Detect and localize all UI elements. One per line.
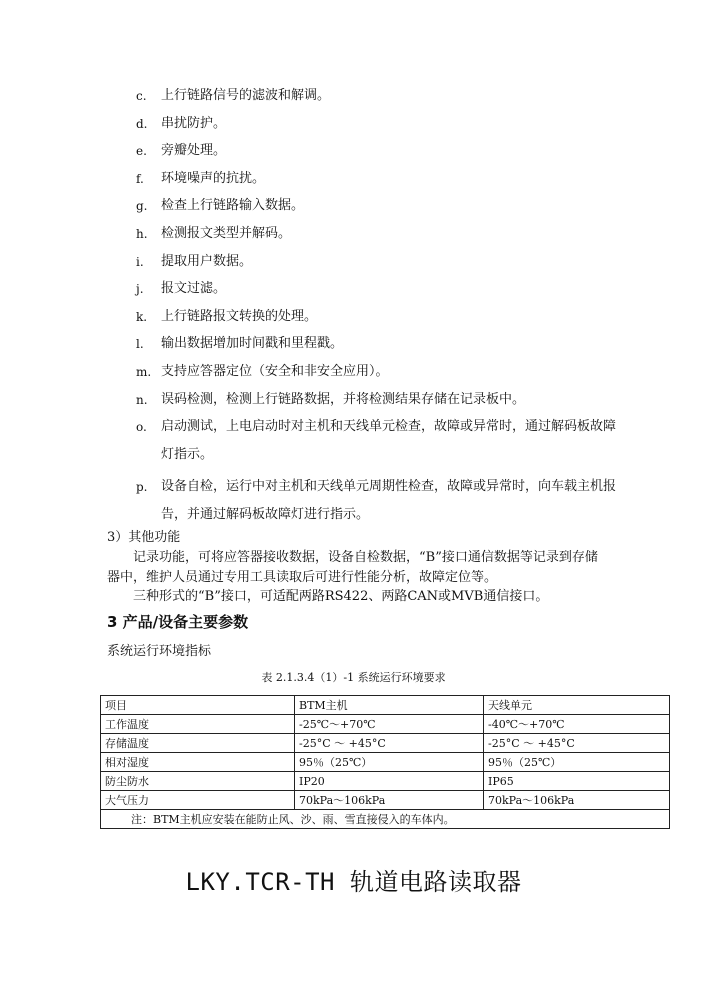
list-item-marker: j. xyxy=(136,282,144,297)
table-row xyxy=(101,734,670,753)
list-item-text: 启动测试，上电启动时对主机和天线单元检查，故障或异常时，通过解码板故障灯指示。 xyxy=(161,419,617,463)
table-cell: -25°C ～ +45°C xyxy=(295,734,484,753)
list-item xyxy=(136,390,616,410)
list-item xyxy=(136,279,616,299)
list-item-text: 环境噪声的抗扰。 xyxy=(161,170,266,186)
product-title: LKY.TCR-TH 轨道电路读取器 xyxy=(185,868,522,896)
b-interface-paragraph: 三种形式的“B”接口，可适配两路RS422、两路CAN或MVB通信接口。 xyxy=(133,589,549,604)
table-row xyxy=(101,715,670,734)
list-item-text: 误码检测，检测上行链路数据，并将检测结果存储在记录板中。 xyxy=(161,391,526,407)
list-item-text: 上行链路报文转换的处理。 xyxy=(161,308,318,324)
feature-list xyxy=(136,86,616,536)
list-item xyxy=(136,362,616,382)
table-cell: IP20 xyxy=(295,772,484,791)
table-cell: 存储温度 xyxy=(101,734,295,753)
list-item-marker: e. xyxy=(136,144,147,159)
table-header-cell: 项目 xyxy=(101,696,295,715)
table-caption: 表 2.1.3.4（1）-1 系统运行环境要求 xyxy=(261,671,446,684)
table-cell: 相对湿度 xyxy=(101,753,295,772)
environment-table xyxy=(100,695,670,829)
list-item-text: 输出数据增加时间戳和里程戳。 xyxy=(161,336,344,352)
table-note-row xyxy=(101,810,670,829)
list-item xyxy=(136,252,616,272)
table-cell: 70kPa～106kPa xyxy=(484,791,670,810)
section-title: 3 产品/设备主要参数 xyxy=(107,613,249,631)
list-item xyxy=(136,86,616,106)
list-item-text: 串扰防护。 xyxy=(161,115,227,131)
list-item-marker: f. xyxy=(136,171,144,186)
list-item xyxy=(136,307,616,327)
other-functions-section xyxy=(107,528,607,607)
list-item xyxy=(136,114,616,134)
table-header-cell: 天线单元 xyxy=(484,696,670,715)
table-cell: -25°C ～ +45°C xyxy=(484,734,670,753)
list-item-marker: n. xyxy=(136,392,148,407)
list-item-marker: k. xyxy=(136,309,148,324)
list-item xyxy=(136,417,616,469)
list-item xyxy=(136,477,616,529)
list-item xyxy=(136,224,616,244)
list-item-text: 报文过滤。 xyxy=(161,281,227,297)
record-function-paragraph: 记录功能，可将应答器接收数据，设备自检数据，“B”接口通信数据等记录到存储器中，维护人员通过专用工具读取后可进行性能分析，故障定位等。 xyxy=(107,550,598,585)
list-item-text: 旁瓣处理。 xyxy=(161,143,227,159)
table-row xyxy=(101,791,670,810)
list-item-text: 检测报文类型并解码。 xyxy=(161,225,292,241)
table-cell: -25℃～+70℃ xyxy=(295,715,484,734)
table-cell: IP65 xyxy=(484,772,670,791)
table-cell: 防尘防水 xyxy=(101,772,295,791)
list-item-text: 检查上行链路输入数据。 xyxy=(161,198,305,214)
list-item-marker: i. xyxy=(136,254,144,269)
table-cell: 工作温度 xyxy=(101,715,295,734)
list-item xyxy=(136,169,616,189)
table-cell: 95％（25℃） xyxy=(484,753,670,772)
list-item-marker: l. xyxy=(136,337,144,352)
list-item-marker: o. xyxy=(136,420,147,435)
list-item-text: 上行链路信号的滤波和解调。 xyxy=(161,88,331,103)
table-header-cell: BTM主机 xyxy=(295,696,484,715)
table-cell: 70kPa～106kPa xyxy=(295,791,484,810)
list-item-text: 提取用户数据。 xyxy=(161,253,253,269)
table-row xyxy=(101,753,670,772)
list-item-marker: c. xyxy=(136,89,147,103)
list-item-marker: g. xyxy=(136,199,148,214)
table-cell: -40℃～+70℃ xyxy=(484,715,670,734)
list-item-marker: h. xyxy=(136,226,148,241)
list-item xyxy=(136,141,616,161)
list-item-marker: d. xyxy=(136,116,148,131)
list-item xyxy=(136,196,616,216)
section-subtitle: 系统运行环境指标 xyxy=(107,644,212,659)
list-item-text: 设备自检，运行中对主机和天线单元周期性检查，故障或异常时，向车载主机报告，并通过解码板故障灯进行指示。 xyxy=(161,478,617,522)
list-item-marker: m. xyxy=(136,364,152,379)
list-item-text: 支持应答器定位（安全和非安全应用）。 xyxy=(161,363,389,379)
table-cell: 95％（25℃） xyxy=(295,753,484,772)
list-item xyxy=(136,334,616,354)
table-cell: 大气压力 xyxy=(101,791,295,810)
table-row xyxy=(101,772,670,791)
list-item-marker: p. xyxy=(136,479,148,494)
table-note: 注：BTM主机应安装在能防止风、沙、雨、雪直接侵入的车体内。 xyxy=(101,810,670,829)
table-header-row xyxy=(101,696,670,715)
other-functions-heading: 3）其他功能 xyxy=(107,530,181,545)
